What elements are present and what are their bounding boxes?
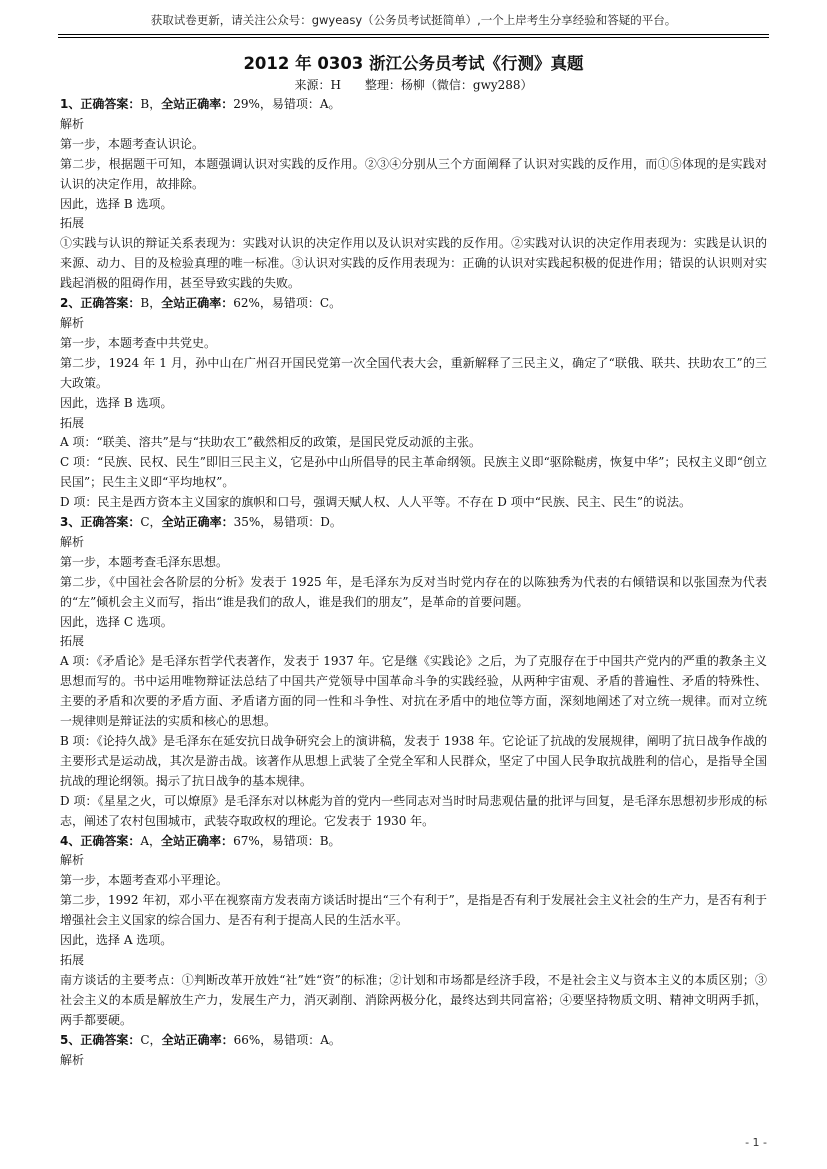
rate-and-error: 62%，易错项：C。 bbox=[233, 296, 342, 311]
header-banner: 获取试卷更新，请关注公众号：gwyeasy（公务员考试挺简单）,一个上岸考生分享经验和答疑的平台。 bbox=[150, 13, 677, 27]
answer-value: C， bbox=[140, 1032, 162, 1047]
rate-and-error: 35%，易错项：D。 bbox=[233, 515, 342, 530]
extension-paragraph: A 项：《矛盾论》是毛泽东哲学代表著作，发表于 1937 年。它是继《实践论》之后，为了克服存在于中国共产党内的严重的教条主义思想而写的。书中运用唯物辩证法总结了中国共产党领导中国革命斗争的实践经验，从两种宇宙观、矛盾的普遍性、矛盾的特殊性、主要的矛盾和次要的矛盾方面、矛盾诸方面的同一性和斗争性、对抗在矛盾中的地位等方面，深刻地阐述了对立统一规律。而对立统一规律则是辩证法的实质和核心的思想。 bbox=[60, 654, 767, 729]
rate-label: 全站正确率： bbox=[161, 296, 234, 311]
answer-value: C， bbox=[140, 515, 162, 530]
rate-and-error: 29%，易错项：A。 bbox=[233, 97, 341, 111]
analysis-label: 解析 bbox=[60, 1052, 85, 1067]
question-answer-line bbox=[60, 513, 767, 533]
rate-label: 全站正确率： bbox=[161, 833, 234, 848]
page-title: 2012 年 0303 浙江公务员考试《行测》真题 bbox=[243, 54, 584, 73]
analysis-label: 解析 bbox=[60, 116, 85, 131]
rate-and-error: 67%，易错项：B。 bbox=[233, 833, 341, 848]
page-subtitle: 来源：H 整理：杨柳（微信：gwy288） bbox=[294, 78, 533, 92]
answer-label: 正确答案： bbox=[80, 97, 141, 111]
analysis-paragraph: 第一步，本题考查邓小平理论。 bbox=[60, 873, 229, 888]
extension-paragraph: D 项：民主是西方资本主义国家的旗帜和口号，强调天赋人权、人人平等。不存在 D 项中“民族、民主、民生”的说法。 bbox=[60, 495, 691, 510]
answer-value: A， bbox=[140, 833, 162, 848]
extension-paragraph: ①实践与认识的辩证关系表现为：实践对认识的决定作用以及认识对实践的反作用。②实践对认识的决定作用表现为：实践是认识的来源、动力、目的及检验真理的唯一标准。③认识对实践的反作用表现为：正确的认识对实践起积极的促进作用；错误的认识则对实践起消极的阻碍作用，甚至导致实践的失败。 bbox=[60, 236, 767, 291]
page-number: - 1 - bbox=[745, 1136, 767, 1149]
document-body bbox=[60, 95, 767, 1070]
extension-paragraph: 南方谈话的主要考点：①判断改革开放姓“社”姓“资”的标准；②计划和市场都是经济手段，不是社会主义与资本主义的本质区别；③社会主义的本质是解放生产力，发展生产力，消灭剥削、消除两极分化，最终达到共同富裕；④要坚持物质文明、精神文明两手抓，两手都要硬。 bbox=[60, 972, 767, 1027]
extension-paragraph: D 项：《星星之火，可以燎原》是毛泽东对以林彪为首的党内一些同志对当时时局悲观估量的批评与回复，是毛泽东思想初步形成的标志，阐述了农村包围城市，武装夺取政权的理论。它发表于 1930 年。 bbox=[60, 793, 767, 828]
question-number: 1、 bbox=[60, 97, 81, 111]
analysis-paragraph: 第一步，本题考查毛泽东思想。 bbox=[60, 554, 229, 569]
analysis-paragraph: 因此，选择 B 选项。 bbox=[60, 395, 173, 410]
answer-label: 正确答案： bbox=[80, 515, 141, 530]
extension-paragraph: C 项：“民族、民权、民生”即旧三民主义，它是孙中山所倡导的民主革命纲领。民族主义即“驱除鞑虏，恢复中华”；民权主义即“创立民国”；民生主义即“平均地权”。 bbox=[60, 455, 767, 490]
header-rule bbox=[58, 34, 769, 35]
extension-label: 拓展 bbox=[60, 634, 85, 649]
answer-label: 正确答案： bbox=[80, 833, 141, 848]
question-number: 3、 bbox=[60, 515, 81, 530]
rate-label: 全站正确率： bbox=[161, 97, 234, 111]
question-number: 2、 bbox=[60, 296, 81, 311]
analysis-paragraph: 第一步，本题考查认识论。 bbox=[60, 136, 205, 151]
question-answer-line bbox=[60, 832, 767, 852]
extension-label: 拓展 bbox=[60, 216, 85, 231]
analysis-label: 解析 bbox=[60, 315, 85, 330]
extension-paragraph: B 项：《论持久战》是毛泽东在延安抗日战争研究会上的演讲稿，发表于 1938 年。它论证了抗战的发展规律，阐明了抗日战争作战的主要形式是运动战，其次是游击战。该著作从思想上武装了全党全军和人民群众，坚定了中国人民争取抗战胜利的信心，是指导全国抗战的理论纲领。揭示了抗日战争的基本规律。 bbox=[60, 734, 767, 788]
analysis-label: 解析 bbox=[60, 853, 85, 868]
question-number: 5、 bbox=[60, 1032, 81, 1047]
analysis-paragraph: 因此，选择 A 选项。 bbox=[60, 933, 173, 948]
rate-label: 全站正确率： bbox=[161, 515, 234, 530]
analysis-paragraph: 第一步，本题考查中共党史。 bbox=[60, 335, 217, 350]
answer-value: B， bbox=[140, 97, 162, 111]
analysis-paragraph: 第二步，《中国社会各阶层的分析》发表于 1925 年，是毛泽东为反对当时党内存在的以陈独秀为代表的右倾错误和以张国焘为代表的“左”倾机会主义而写，指出“谁是我们的敌人，谁是我们的朋友”，是革命的首要问题。 bbox=[60, 574, 767, 609]
analysis-paragraph: 第二步，1924 年 1 月，孙中山在广州召开国民党第一次全国代表大会，重新解释了三民主义，确定了“联俄、联共、扶助农工”的三大政策。 bbox=[60, 355, 767, 390]
extension-label: 拓展 bbox=[60, 415, 85, 430]
extension-paragraph: A 项：“联美、溶共”是与“扶助农工”截然相反的政策，是国民党反动派的主张。 bbox=[60, 435, 482, 450]
analysis-paragraph: 因此，选择 B 选项。 bbox=[60, 196, 173, 211]
analysis-label: 解析 bbox=[60, 534, 85, 549]
analysis-paragraph: 第二步，1992 年初，邓小平在视察南方发表南方谈话时提出“三个有利于”，是指是否有利于发展社会主义社会的生产力，是否有利于增强社会主义国家的综合国力、是否有利于提高人民的生活水平。 bbox=[60, 893, 767, 928]
answer-label: 正确答案： bbox=[80, 1032, 141, 1047]
question-answer-line bbox=[60, 294, 767, 314]
rate-and-error: 66%，易错项：A。 bbox=[233, 1032, 341, 1047]
question-number: 4、 bbox=[60, 833, 81, 848]
rate-label: 全站正确率： bbox=[161, 1032, 234, 1047]
answer-label: 正确答案： bbox=[80, 296, 141, 311]
answer-value: B， bbox=[140, 296, 162, 311]
extension-label: 拓展 bbox=[60, 952, 85, 967]
analysis-paragraph: 第二步，根据题干可知，本题强调认识对实践的反作用。②③④分别从三个方面阐释了认识对实践的反作用，而①⑤体现的是实践对认识的决定作用，故排除。 bbox=[60, 156, 767, 191]
question-answer-line bbox=[60, 95, 767, 115]
question-answer-line bbox=[60, 1031, 767, 1051]
analysis-paragraph: 因此，选择 C 选项。 bbox=[60, 614, 173, 629]
header-rule-secondary bbox=[58, 37, 769, 38]
